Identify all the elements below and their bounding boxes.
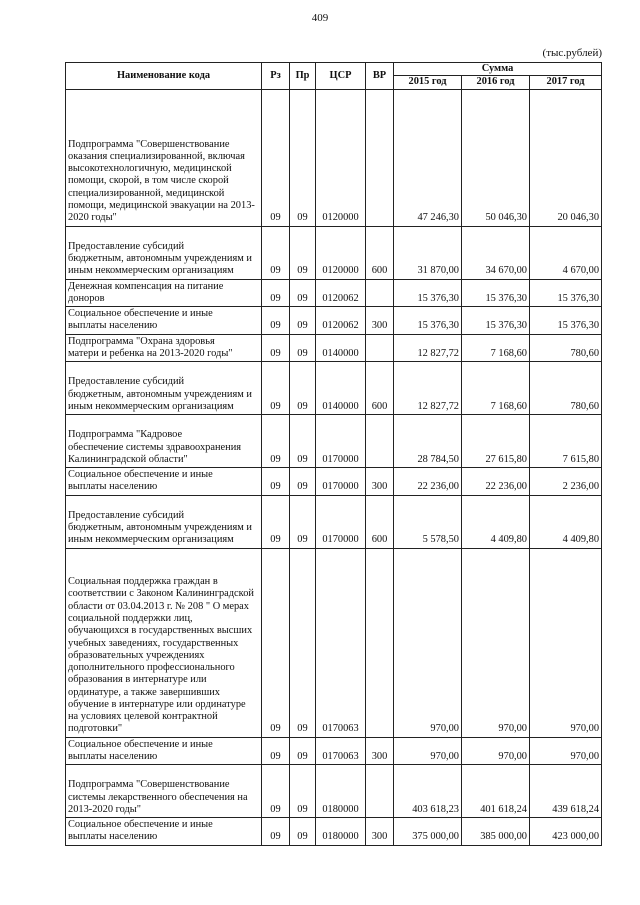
- table-row: [66, 226, 602, 279]
- row-sum-2016: 4 409,80: [462, 495, 530, 548]
- row-csr: 0120062: [316, 307, 366, 335]
- row-rz: 09: [262, 307, 290, 335]
- row-csr: 0170000: [316, 495, 366, 548]
- row-vr: 300: [366, 737, 394, 765]
- header-csr: ЦСР: [316, 63, 366, 90]
- row-name: Подпрограмма "Кадровое обеспечение системы здравоохранения Калининградской области": [66, 415, 262, 468]
- row-vr: 600: [366, 495, 394, 548]
- header-year-2016: 2016 год: [462, 76, 530, 89]
- table-row: [66, 362, 602, 415]
- row-sum-2016: 401 618,24: [462, 765, 530, 818]
- row-sum-2015: 970,00: [394, 737, 462, 765]
- row-sum-2015: 31 870,00: [394, 226, 462, 279]
- row-name: Подпрограмма "Охрана здоровья матери и ребенка на 2013-2020 годы": [66, 334, 262, 362]
- row-sum-2015: 5 578,50: [394, 495, 462, 548]
- row-sum-2016: 7 168,60: [462, 334, 530, 362]
- row-rz: 09: [262, 362, 290, 415]
- row-sum-2017: 4 409,80: [530, 495, 602, 548]
- row-rz: 09: [262, 548, 290, 737]
- row-sum-2016: 7 168,60: [462, 362, 530, 415]
- table-body: [66, 89, 602, 845]
- table-row: [66, 307, 602, 335]
- row-pr: 09: [290, 765, 316, 818]
- table-row: [66, 279, 602, 307]
- row-sum-2016: 15 376,30: [462, 279, 530, 307]
- row-sum-2015: 15 376,30: [394, 307, 462, 335]
- row-csr: 0140000: [316, 334, 366, 362]
- row-csr: 0170000: [316, 468, 366, 496]
- table-row: [66, 765, 602, 818]
- row-sum-2017: 15 376,30: [530, 307, 602, 335]
- row-sum-2017: 2 236,00: [530, 468, 602, 496]
- row-sum-2016: 27 615,80: [462, 415, 530, 468]
- table-row: [66, 818, 602, 846]
- row-pr: 09: [290, 737, 316, 765]
- row-vr: [366, 765, 394, 818]
- page-number: 409: [311, 12, 329, 24]
- row-csr: 0180000: [316, 765, 366, 818]
- row-sum-2015: 970,00: [394, 548, 462, 737]
- row-sum-2017: 780,60: [530, 334, 602, 362]
- row-vr: 300: [366, 307, 394, 335]
- header-name: Наименование кода: [66, 63, 262, 90]
- row-sum-2017: 439 618,24: [530, 765, 602, 818]
- row-vr: [366, 548, 394, 737]
- row-sum-2017: 15 376,30: [530, 279, 602, 307]
- row-sum-2017: 970,00: [530, 548, 602, 737]
- row-pr: 09: [290, 548, 316, 737]
- row-sum-2015: 15 376,30: [394, 279, 462, 307]
- table-row: [66, 737, 602, 765]
- row-sum-2017: 780,60: [530, 362, 602, 415]
- row-csr: 0180000: [316, 818, 366, 846]
- row-csr: 0170000: [316, 415, 366, 468]
- row-pr: 09: [290, 89, 316, 226]
- row-sum-2015: 12 827,72: [394, 362, 462, 415]
- row-name: Социальное обеспечение и иные выплаты населению: [66, 307, 262, 335]
- row-vr: [366, 279, 394, 307]
- row-sum-2017: 423 000,00: [530, 818, 602, 846]
- row-rz: 09: [262, 334, 290, 362]
- row-name: Предоставление субсидий бюджетным, автономным учреждениям и иным некоммерческим организациям: [66, 226, 262, 279]
- row-name: Социальная поддержка граждан в соответствии с Законом Калининградской области от 03.04.2013 г. № 208 " О мерах социальной поддержки лиц, обучающихся в государственных высших учебных заведениях, государственных образовательных учреждениях дополнительного профессионального образования в интернатуре или ординатуре, а также завершивших обучение в интернатуре или ординатуре на условиях целевой контрактной подготовки": [66, 548, 262, 737]
- row-sum-2016: 22 236,00: [462, 468, 530, 496]
- row-name: Предоставление субсидий бюджетным, автономным учреждениям и иным некоммерческим организациям: [66, 495, 262, 548]
- row-pr: 09: [290, 226, 316, 279]
- row-pr: 09: [290, 362, 316, 415]
- table-row: [66, 334, 602, 362]
- row-vr: [366, 89, 394, 226]
- row-vr: 300: [366, 818, 394, 846]
- row-rz: 09: [262, 279, 290, 307]
- row-rz: 09: [262, 415, 290, 468]
- row-name: Социальное обеспечение и иные выплаты населению: [66, 818, 262, 846]
- row-pr: 09: [290, 279, 316, 307]
- row-pr: 09: [290, 818, 316, 846]
- row-csr: 0170063: [316, 548, 366, 737]
- row-csr: 0140000: [316, 362, 366, 415]
- table-row: [66, 468, 602, 496]
- row-sum-2017: 4 670,00: [530, 226, 602, 279]
- row-pr: 09: [290, 495, 316, 548]
- row-sum-2015: 22 236,00: [394, 468, 462, 496]
- table-row: [66, 89, 602, 226]
- row-pr: 09: [290, 415, 316, 468]
- row-rz: 09: [262, 89, 290, 226]
- header-year-2017: 2017 год: [530, 76, 602, 89]
- header-vr: ВР: [366, 63, 394, 90]
- row-sum-2015: 12 827,72: [394, 334, 462, 362]
- row-rz: 09: [262, 737, 290, 765]
- row-pr: 09: [290, 307, 316, 335]
- row-csr: 0120000: [316, 226, 366, 279]
- row-rz: 09: [262, 818, 290, 846]
- row-sum-2015: 28 784,50: [394, 415, 462, 468]
- row-sum-2015: 375 000,00: [394, 818, 462, 846]
- row-vr: [366, 415, 394, 468]
- row-pr: 09: [290, 468, 316, 496]
- row-name: Социальное обеспечение и иные выплаты населению: [66, 737, 262, 765]
- row-name: Предоставление субсидий бюджетным, автономным учреждениям и иным некоммерческим организациям: [66, 362, 262, 415]
- row-name: Социальное обеспечение и иные выплаты населению: [66, 468, 262, 496]
- row-sum-2016: 50 046,30: [462, 89, 530, 226]
- row-sum-2017: 20 046,30: [530, 89, 602, 226]
- header-year-2015: 2015 год: [394, 76, 462, 89]
- row-sum-2015: 47 246,30: [394, 89, 462, 226]
- row-sum-2016: 15 376,30: [462, 307, 530, 335]
- row-rz: 09: [262, 468, 290, 496]
- row-sum-2016: 385 000,00: [462, 818, 530, 846]
- row-rz: 09: [262, 765, 290, 818]
- header-rz: Рз: [262, 63, 290, 90]
- row-vr: 600: [366, 226, 394, 279]
- row-sum-2016: 970,00: [462, 548, 530, 737]
- row-pr: 09: [290, 334, 316, 362]
- table-row: [66, 548, 602, 737]
- table-row: [66, 495, 602, 548]
- row-name: Денежная компенсация на питание доноров: [66, 279, 262, 307]
- row-name: Подпрограмма "Совершенствование оказания специализированной, включая высокотехнологичную, медицинской помощи, скорой, в том числе скорой специализированной, медицинской помощи, медицинской эвакуации на 2013- 2020 годы": [66, 89, 262, 226]
- row-sum-2017: 7 615,80: [530, 415, 602, 468]
- row-sum-2016: 34 670,00: [462, 226, 530, 279]
- row-vr: [366, 334, 394, 362]
- budget-table: [65, 62, 602, 846]
- row-csr: 0120062: [316, 279, 366, 307]
- row-sum-2015: 403 618,23: [394, 765, 462, 818]
- header-pr: Пр: [290, 63, 316, 90]
- row-vr: 300: [366, 468, 394, 496]
- table-row: [66, 415, 602, 468]
- row-sum-2017: 970,00: [530, 737, 602, 765]
- row-rz: 09: [262, 226, 290, 279]
- row-name: Подпрограмма "Совершенствование системы лекарственного обеспечения на 2013-2020 годы": [66, 765, 262, 818]
- row-csr: 0120000: [316, 89, 366, 226]
- units-label: (тыс.рублей): [542, 47, 602, 59]
- header-sum: Сумма: [394, 63, 602, 76]
- row-sum-2016: 970,00: [462, 737, 530, 765]
- row-csr: 0170063: [316, 737, 366, 765]
- row-vr: 600: [366, 362, 394, 415]
- row-rz: 09: [262, 495, 290, 548]
